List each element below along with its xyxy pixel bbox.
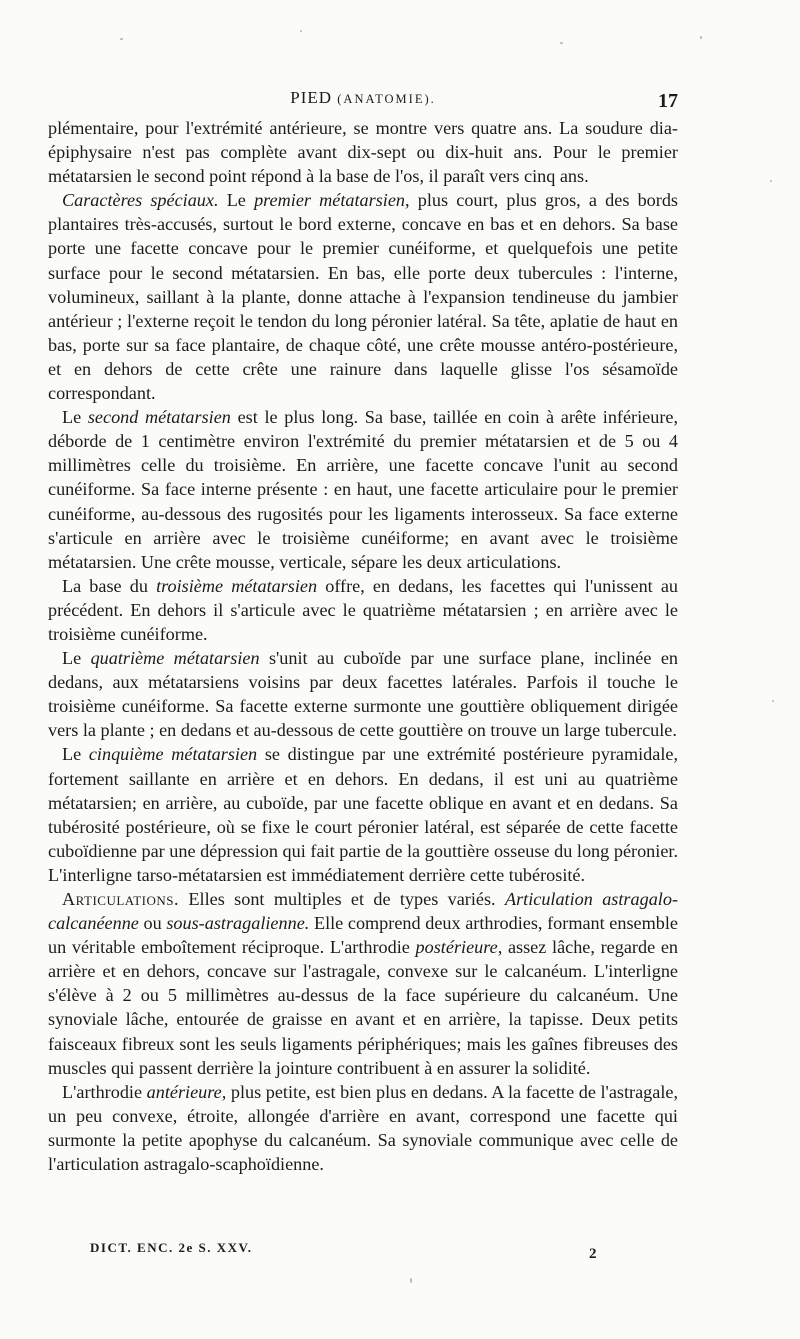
text-run: La base du (62, 575, 157, 596)
paragraph (48, 188, 678, 405)
signature-mark: 2 (589, 1246, 598, 1262)
italic-term: antérieure, (146, 1081, 227, 1102)
scan-speck (300, 30, 302, 32)
header-subtitle: (ANATOMIE). (337, 92, 436, 106)
italic-term: premier métatarsien (254, 190, 406, 211)
paragraph (48, 574, 678, 646)
text-run: plus petite, est bien plus en dedans. A la facette de l'astragale, un peu convexe, étroite, allongée d'arrière en avant, correspond une facette qui surmonte la petite apophyse du calcanéum. Sa synoviale communique avec celle de l'articulation astragalo-scaphoïdienne. (48, 1081, 678, 1175)
text-run: se distingue par une extrémité postérieure pyramidale, fortement saillante en arrière et en dehors. En dedans, il est uni au quatrième métatarsien; en arrière, au cuboïde, par une facette oblique en avant et en dedans. Sa tubérosité postérieure, où se fixe le court péronier latéral, est séparée de cette facette cuboïdienne par une dépression qui fait partie de la gouttière osseuse du long péronier. L'interligne tarso-métatarsien est immédiatement derrière cette tubérosité. (48, 744, 678, 885)
paragraph (48, 405, 678, 574)
italic-term: troisième métatarsien (156, 575, 318, 596)
text-run: Le (218, 190, 255, 211)
scan-speck (560, 42, 563, 44)
scan-speck (770, 180, 772, 182)
text-run: Le (62, 648, 91, 669)
paragraph (48, 887, 678, 1080)
text-run: est le plus long. Sa base, taillée en coin à arête inférieure, déborde de 1 centimètre environ l'extrémité du premier métatarsien et de 5 ou 4 millimètres celle du troisième. En arrière, une facette concave l'unit au second cunéiforme. Sa face interne présente : en haut, une facette articulaire pour le premier cunéiforme, au-dessous des rugosités pour les ligaments interosseux. Sa face externe s'articule en arrière avec le troisième cunéiforme; en avant avec le troisième métatarsien. Une crête mousse, verticale, sépare les deux articulations. (48, 407, 678, 572)
text-run: assez lâche, regarde en arrière et en dehors, concave sur l'astragale, convexe sur le calcanéum. L'interligne s'élève à 2 ou 5 millimètres au-dessus de la face supérieure du calcanéum. Une synoviale lâche, entourée de graisse en avant et en arrière, la tapisse. Deux petits faisceaux fibreux sont les seuls ligaments périphériques; mais les gaînes fibreuses des muscles qui passent derrière la jointure contribuent à en assurer la solidité. (48, 937, 678, 1078)
italic-term: postérieure, (415, 937, 503, 958)
body-text (48, 116, 678, 1176)
text-run: offre, en dedans, les facettes qui l'unissent au précédent. En dehors il s'articule avec le quatrième métatarsien ; en arrière avec le troisième cunéiforme. (48, 575, 679, 644)
text-run: , plus court, plus gros, a des bords plantaires très-accusés, surtout le bord externe, concave en bas et en dehors. Sa base porte une facette concave pour le premier cunéiforme, et quelquefois une petite surface pour le second métatarsien. En bas, elle porte deux tubercules : l'interne, volumineux, saillant à la plante, donne attache à l'expansion tendineuse du jambier antérieur ; l'externe reçoit le tendon du long péronier latéral. Sa tête, aplatie de haut en bas, porte sur sa face plantaire, de chaque côté, une crête mousse antéro-postérieure, et en dehors de cette crête une rainure dans laquelle glisse l'os sésamoïde correspondant. (48, 190, 678, 404)
section-heading: Articulations. (62, 889, 180, 909)
paragraph (48, 646, 678, 742)
italic-term: Articulation astragalo-calcanéenne (48, 889, 678, 934)
paragraph (48, 116, 678, 188)
text-run: Le (62, 744, 89, 765)
running-title (48, 88, 678, 108)
scan-speck (772, 700, 774, 702)
italic-term: sous-astragalienne. (166, 913, 310, 934)
text-run: plémentaire, pour l'extrémité antérieure, se montre vers quatre ans. La soudure dia-épiphysaire n'est pas complète avant dix-sept ou dix-huit ans. Pour le premier métatarsien le second point répond à la base de l'os, il paraît vers cinq ans. (48, 118, 678, 187)
text-run: Elles sont multiples et de types variés. (179, 889, 505, 909)
scan-speck (700, 36, 702, 39)
text-run: s'unit au cuboïde par une surface plane, inclinée en dedans, aux métatarsiens voisins par deux facettes latérales. Parfois il touche le troisième cunéiforme. Sa facette externe surmonte une gouttière obliquement dirigée vers la plante ; en dedans et au-dessous de cette gouttière on trouve un large tubercule. (48, 648, 678, 741)
printer-signature: DICT. ENC. 2e S. XXV. (90, 1240, 253, 1255)
paragraph (48, 1080, 678, 1176)
running-header (48, 88, 678, 110)
italic-term: cinquième métatarsien (88, 744, 258, 765)
italic-term: Caractères spéciaux. (62, 190, 219, 211)
text-run: L'arthrodie (62, 1081, 147, 1102)
header-title: PIED (290, 88, 333, 107)
scan-speck (120, 38, 123, 40)
page-number: 17 (658, 90, 678, 112)
italic-term: second métatarsien (87, 407, 231, 428)
text-run: Le (62, 407, 88, 428)
scan-speck (410, 1278, 412, 1283)
page-footer (90, 1240, 678, 1264)
text-run: ou (138, 913, 167, 934)
italic-term: quatrième métatarsien (90, 648, 260, 669)
text-run: Elle comprend deux arthrodies, formant ensemble un véritable emboîtement réciproque. L'arthrodie (48, 913, 678, 958)
paragraph (48, 742, 678, 887)
